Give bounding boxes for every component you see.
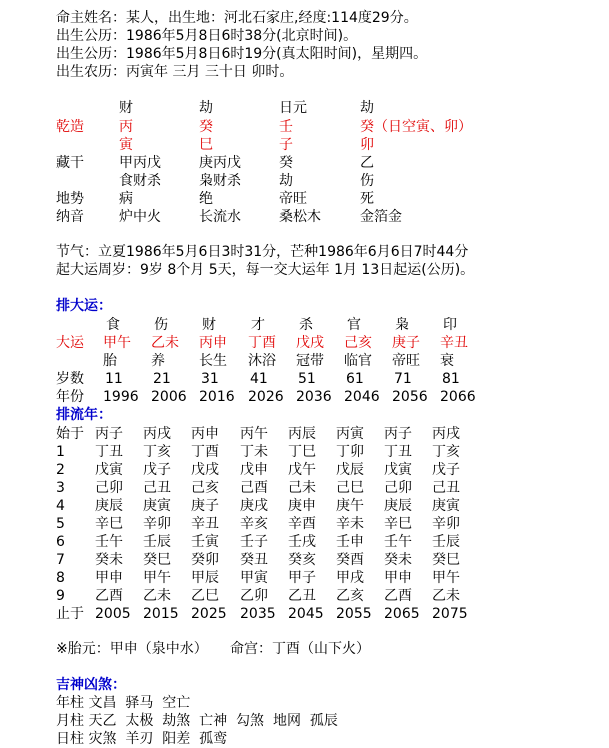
- dayun-stage: 冠带: [296, 353, 324, 369]
- dayun-age: 21: [153, 371, 171, 387]
- bazi-stem: 丙: [119, 119, 133, 135]
- dayun-pillar: 戊戌: [296, 335, 324, 351]
- liunian-cell: 甲辰: [191, 570, 219, 586]
- bazi-stage: 帝旺: [279, 191, 307, 207]
- liunian-cell: 庚午: [336, 498, 364, 514]
- liunian-cell: 丁巳: [288, 444, 316, 460]
- liunian-cell: 丁未: [240, 444, 268, 460]
- dayun-age: 41: [250, 371, 268, 387]
- liunian-cell: 丙午: [240, 426, 268, 442]
- liunian-cell: 庚寅: [143, 498, 171, 514]
- liunian-row-label: 2: [56, 462, 65, 478]
- liunian-cell: 乙未: [143, 588, 171, 604]
- liunian-cell: 2065: [384, 606, 420, 622]
- liunian-cell: 己巳: [336, 480, 364, 496]
- liunian-cell: 戊申: [240, 462, 268, 478]
- liunian-cell: 癸巳: [432, 552, 460, 568]
- dayun-god: 伤: [154, 317, 168, 333]
- liunian-cell: 己卯: [95, 480, 123, 496]
- liunian-cell: 戊辰: [336, 462, 364, 478]
- dayun-stage: 长生: [199, 353, 227, 369]
- terms-line1: 节气：立夏1986年5月6日3时31分，芒种1986年6月6日7时44分: [56, 244, 469, 260]
- liunian-cell: 癸亥: [288, 552, 316, 568]
- bazi-hidden-god: 劫: [279, 173, 293, 189]
- liunian-cell: 2015: [143, 606, 179, 622]
- liunian-cell: 庚申: [288, 498, 316, 514]
- dayun-pillar: 丁酉: [248, 335, 276, 351]
- liunian-cell: 癸未: [95, 552, 123, 568]
- liunian-cell: 2035: [240, 606, 276, 622]
- liunian-cell: 2025: [191, 606, 227, 622]
- dayun-age: 51: [298, 371, 316, 387]
- liunian-cell: 己卯: [384, 480, 412, 496]
- liunian-cell: 丁卯: [336, 444, 364, 460]
- bazi-hidden-god: 枭财杀: [199, 173, 241, 189]
- dayun-year: 2026: [248, 389, 284, 405]
- dayun-year: 1996: [103, 389, 139, 405]
- dayun-stage: 胎: [103, 353, 117, 369]
- bazi-stem: 壬: [279, 119, 293, 135]
- liunian-title: 排流年：: [56, 407, 112, 423]
- liunian-cell: 庚辰: [384, 498, 412, 514]
- header-line1: 命主姓名：某人，出生地：河北石家庄,经度:114度29分。: [56, 10, 418, 26]
- liunian-cell: 甲申: [95, 570, 123, 586]
- bazi-row-label: 乾造: [56, 119, 84, 135]
- liunian-cell: 乙巳: [191, 588, 219, 604]
- liunian-row-label: 4: [56, 498, 65, 514]
- bazi-hidden: 癸: [279, 155, 293, 171]
- dayun-god: 才: [251, 317, 265, 333]
- liunian-cell: 丁丑: [95, 444, 123, 460]
- liunian-cell: 戊寅: [384, 462, 412, 478]
- shensha-row: 日柱 灾煞 羊刃 阳差 孤鸾: [56, 731, 228, 747]
- dayun-year: 2016: [199, 389, 235, 405]
- liunian-cell: 壬申: [336, 534, 364, 550]
- dayun-year: 2006: [151, 389, 187, 405]
- bazi-tengod: 劫: [360, 100, 374, 116]
- bazi-stage: 病: [119, 191, 133, 207]
- liunian-cell: 壬午: [95, 534, 123, 550]
- dayun-year: 2066: [440, 389, 476, 405]
- dayun-pillar: 甲午: [103, 335, 131, 351]
- dayun-pillar: 乙未: [151, 335, 179, 351]
- stage-label: 地势: [56, 191, 84, 207]
- dayun-year: 2036: [296, 389, 332, 405]
- bazi-stem: 癸（日空寅、卯）: [360, 119, 472, 135]
- liunian-cell: 壬午: [384, 534, 412, 550]
- dayun-god: 食: [106, 317, 120, 333]
- liunian-cell: 丙戌: [143, 426, 171, 442]
- dayun-pillar: 丙申: [199, 335, 227, 351]
- bazi-nayin: 金箔金: [360, 209, 402, 225]
- bazi-stage: 死: [360, 191, 374, 207]
- liunian-cell: 2075: [432, 606, 468, 622]
- liunian-cell: 乙未: [432, 588, 460, 604]
- bazi-tengod: 日元: [279, 100, 307, 116]
- liunian-cell: 乙亥: [336, 588, 364, 604]
- dayun-age: 81: [442, 371, 460, 387]
- bazi-nayin: 桑松木: [279, 209, 321, 225]
- taiyuan-minggong: ※胎元：甲申（泉中水） 命宫：丁酉（山下火）: [56, 641, 370, 657]
- liunian-row-label: 8: [56, 570, 65, 586]
- liunian-cell: 壬辰: [432, 534, 460, 550]
- shensha-row: 月柱 天乙 太极 劫煞 亡神 勾煞 地网 孤辰: [56, 713, 338, 729]
- liunian-cell: 戊戌: [191, 462, 219, 478]
- dayun-pillar: 辛丑: [440, 335, 468, 351]
- liunian-cell: 庚寅: [432, 498, 460, 514]
- liunian-cell: 己丑: [143, 480, 171, 496]
- dayun-god: 财: [202, 317, 216, 333]
- liunian-cell: 丙辰: [288, 426, 316, 442]
- hidden-label: 藏干: [56, 155, 84, 171]
- dayun-stage: 衰: [440, 353, 454, 369]
- liunian-cell: 壬辰: [143, 534, 171, 550]
- liunian-cell: 乙酉: [95, 588, 123, 604]
- liunian-cell: 辛亥: [240, 516, 268, 532]
- shensha-title: 吉神凶煞：: [56, 677, 126, 693]
- dayun-pillar: 庚子: [392, 335, 420, 351]
- liunian-cell: 癸丑: [240, 552, 268, 568]
- liunian-cell: 戊子: [432, 462, 460, 478]
- bazi-stem: 癸: [199, 119, 213, 135]
- dayun-god: 枭: [395, 317, 409, 333]
- liunian-cell: 甲子: [288, 570, 316, 586]
- shensha-row: 年柱 文昌 驿马 空亡: [56, 695, 191, 711]
- liunian-cell: 戊子: [143, 462, 171, 478]
- liunian-cell: 丙子: [384, 426, 412, 442]
- liunian-cell: 辛酉: [288, 516, 316, 532]
- dayun-stage: 养: [151, 353, 165, 369]
- bazi-nayin: 长流水: [199, 209, 241, 225]
- liunian-row-label: 止于: [56, 606, 84, 622]
- liunian-cell: 壬寅: [191, 534, 219, 550]
- liunian-cell: 己亥: [191, 480, 219, 496]
- liunian-cell: 丙申: [191, 426, 219, 442]
- liunian-cell: 庚戌: [240, 498, 268, 514]
- liunian-cell: 己丑: [432, 480, 460, 496]
- liunian-cell: 戊午: [288, 462, 316, 478]
- liunian-cell: 辛卯: [143, 516, 171, 532]
- bazi-hidden: 庚丙戊: [199, 155, 241, 171]
- liunian-cell: 甲寅: [240, 570, 268, 586]
- bazi-branch: 寅: [119, 137, 133, 153]
- bazi-nayin: 炉中火: [119, 209, 161, 225]
- liunian-cell: 辛巳: [95, 516, 123, 532]
- liunian-cell: 丁酉: [191, 444, 219, 460]
- liunian-row-label: 3: [56, 480, 65, 496]
- liunian-cell: 甲午: [143, 570, 171, 586]
- bazi-hidden: 乙: [360, 155, 374, 171]
- liunian-cell: 癸酉: [336, 552, 364, 568]
- liunian-cell: 癸未: [384, 552, 412, 568]
- liunian-cell: 丁亥: [432, 444, 460, 460]
- liunian-cell: 己未: [288, 480, 316, 496]
- bazi-hidden: 甲丙戊: [119, 155, 161, 171]
- nayin-label: 纳音: [56, 209, 84, 225]
- liunian-cell: 乙酉: [384, 588, 412, 604]
- age-label: 岁数: [56, 371, 84, 387]
- liunian-cell: 甲申: [384, 570, 412, 586]
- liunian-row-label: 6: [56, 534, 65, 550]
- bazi-stage: 绝: [199, 191, 213, 207]
- dayun-age: 11: [105, 371, 123, 387]
- liunian-cell: 癸巳: [143, 552, 171, 568]
- liunian-cell: 庚子: [191, 498, 219, 514]
- liunian-row-label: 1: [56, 444, 65, 460]
- liunian-cell: 2005: [95, 606, 131, 622]
- dayun-pillar: 己亥: [344, 335, 372, 351]
- liunian-cell: 辛丑: [191, 516, 219, 532]
- header-line3: 出生公历：1986年5月8日6时19分(真太阳时间)，星期四。: [56, 46, 428, 62]
- terms-line2: 起大运周岁：9岁 8个月 5天，每一交大运年 1月 13日起运(公历)。: [56, 262, 475, 278]
- liunian-cell: 己酉: [240, 480, 268, 496]
- liunian-cell: 乙卯: [240, 588, 268, 604]
- liunian-cell: 癸卯: [191, 552, 219, 568]
- header-line4: 出生农历：丙寅年 三月 三十日 卯时。: [56, 64, 294, 80]
- bazi-tengod: 劫: [199, 100, 213, 116]
- liunian-cell: 乙丑: [288, 588, 316, 604]
- dayun-age: 71: [394, 371, 412, 387]
- liunian-cell: 2055: [336, 606, 372, 622]
- liunian-cell: 丙戌: [432, 426, 460, 442]
- liunian-row-label: 9: [56, 588, 65, 604]
- bazi-branch: 卯: [360, 137, 374, 153]
- dayun-age: 61: [346, 371, 364, 387]
- liunian-cell: 戊寅: [95, 462, 123, 478]
- bazi-hidden-god: 食财杀: [119, 173, 161, 189]
- liunian-cell: 丁亥: [143, 444, 171, 460]
- header-line2: 出生公历：1986年5月8日6时38分(北京时间)。: [56, 28, 358, 44]
- liunian-row-label: 7: [56, 552, 65, 568]
- year-label: 年份: [56, 389, 84, 405]
- dayun-year: 2046: [344, 389, 380, 405]
- dayun-god: 官: [347, 317, 361, 333]
- dayun-god: 杀: [299, 317, 313, 333]
- dayun-label: 大运: [56, 335, 84, 351]
- liunian-cell: 丙寅: [336, 426, 364, 442]
- liunian-cell: 壬子: [240, 534, 268, 550]
- liunian-cell: 庚辰: [95, 498, 123, 514]
- liunian-row-label: 5: [56, 516, 65, 532]
- dayun-age: 31: [201, 371, 219, 387]
- liunian-cell: 2045: [288, 606, 324, 622]
- liunian-cell: 丙子: [95, 426, 123, 442]
- liunian-cell: 辛未: [336, 516, 364, 532]
- liunian-cell: 丁丑: [384, 444, 412, 460]
- bazi-hidden-god: 伤: [360, 173, 374, 189]
- dayun-stage: 沐浴: [248, 353, 276, 369]
- bazi-branch: 巳: [199, 137, 213, 153]
- liunian-row-label: 始于: [56, 426, 84, 442]
- dayun-year: 2056: [392, 389, 428, 405]
- liunian-cell: 辛卯: [432, 516, 460, 532]
- dayun-god: 印: [443, 317, 457, 333]
- bazi-tengod: 财: [119, 100, 133, 116]
- liunian-cell: 甲戌: [336, 570, 364, 586]
- liunian-cell: 甲午: [432, 570, 460, 586]
- dayun-stage: 临官: [344, 353, 372, 369]
- dayun-stage: 帝旺: [392, 353, 420, 369]
- liunian-cell: 辛巳: [384, 516, 412, 532]
- dayun-title: 排大运：: [56, 298, 112, 314]
- liunian-cell: 壬戌: [288, 534, 316, 550]
- bazi-branch: 子: [279, 137, 293, 153]
